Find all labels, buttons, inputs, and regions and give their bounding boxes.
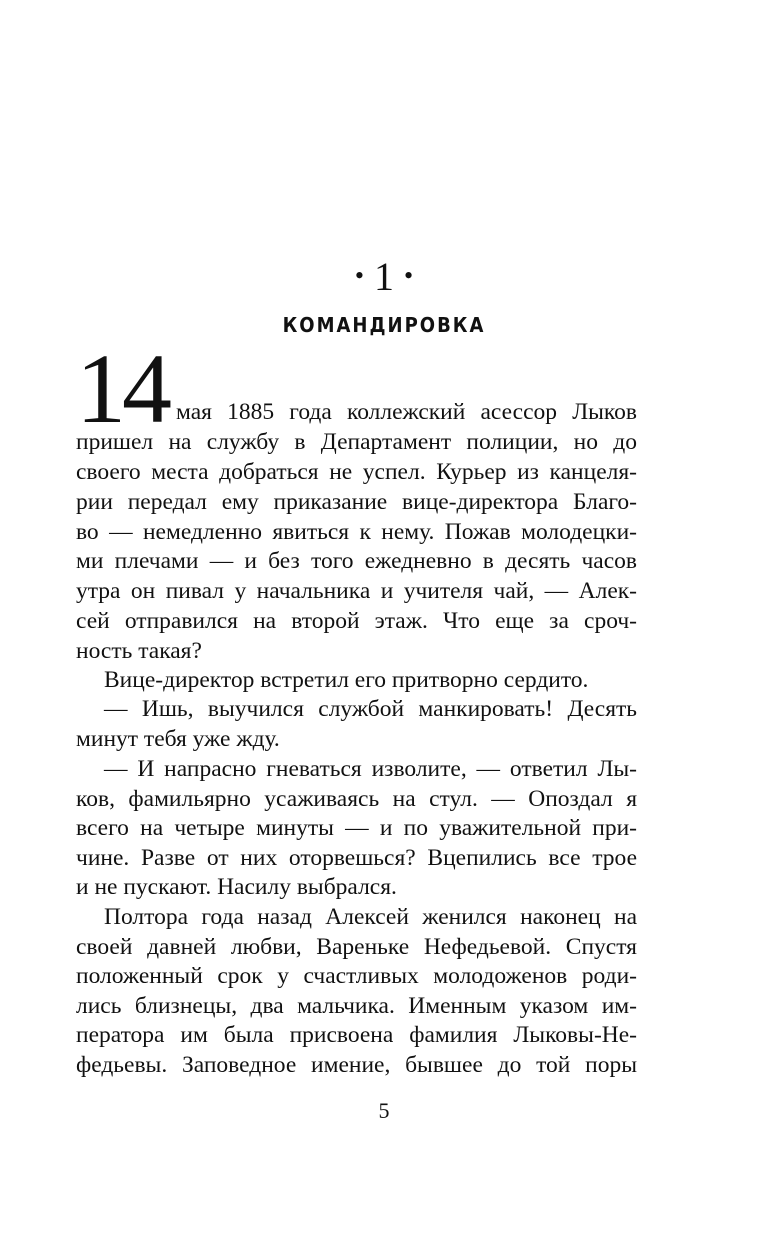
text-line: — И напрасно гневаться изволите, — ответил Лы- bbox=[104, 756, 637, 782]
text-line: мая 1885 года коллежский асессор Лыков bbox=[176, 399, 637, 425]
text-line: Вице-директор встретил его притворно сердито. bbox=[104, 667, 589, 693]
text-line: утра он пивал у начальника и учителя чай, — Алек- bbox=[76, 578, 637, 604]
text-line: во — немедленно явиться к нему. Пожав молодецки- bbox=[76, 519, 637, 545]
text-line: своего места добраться не успел. Курьер из канцеля- bbox=[76, 459, 637, 485]
text-line: ми плечами — и без того ежедневно в десять часов bbox=[76, 548, 637, 574]
chapter-number-value: 1 bbox=[374, 254, 394, 299]
text-line: минут тебя уже жду. bbox=[76, 726, 280, 752]
text-line: и не пускают. Насилу выбрался. bbox=[76, 874, 397, 900]
text-line: рии передал ему приказание вице-директора Благо- bbox=[76, 489, 637, 515]
text-line: ператора им была присвоена фамилия Лыковы-Не- bbox=[76, 1022, 637, 1048]
text-line: чине. Разве от них оторвешься? Вцепились все трое bbox=[76, 845, 637, 871]
page-number: 5 bbox=[378, 1098, 390, 1123]
text-line: всего на четыре минуты — и по уважительной при- bbox=[76, 815, 637, 841]
text-line: Полтора года назад Алексей женился наконец на bbox=[104, 904, 637, 930]
bullet-left: • bbox=[354, 261, 364, 290]
text-line: сей отправился на второй этаж. Что еще за сроч- bbox=[76, 608, 637, 634]
chapter-title: КОМАНДИРОВКА bbox=[282, 313, 486, 338]
text-line: своей давней любви, Вареньке Нефедьевой. Спустя bbox=[76, 934, 637, 960]
text-line: положенный срок у счастливых молодоженов роди- bbox=[76, 963, 637, 989]
text-line: федьевы. Заповедное имение, бывшее до той поры bbox=[76, 1052, 637, 1078]
text-line: — Ишь, выучился службой манкировать! Десять bbox=[104, 696, 637, 722]
text-line: пришел на службу в Департамент полиции, но до bbox=[76, 429, 637, 455]
chapter-number bbox=[0, 252, 768, 301]
bullet-right: • bbox=[404, 261, 414, 290]
text-line: ков, фамильярно усаживаясь на стул. — Опоздал я bbox=[76, 786, 637, 812]
text-line: лись близнецы, два мальчика. Именным указом им- bbox=[76, 993, 637, 1019]
drop-cap: 14 bbox=[76, 333, 168, 444]
text-line: ность такая? bbox=[76, 638, 202, 664]
